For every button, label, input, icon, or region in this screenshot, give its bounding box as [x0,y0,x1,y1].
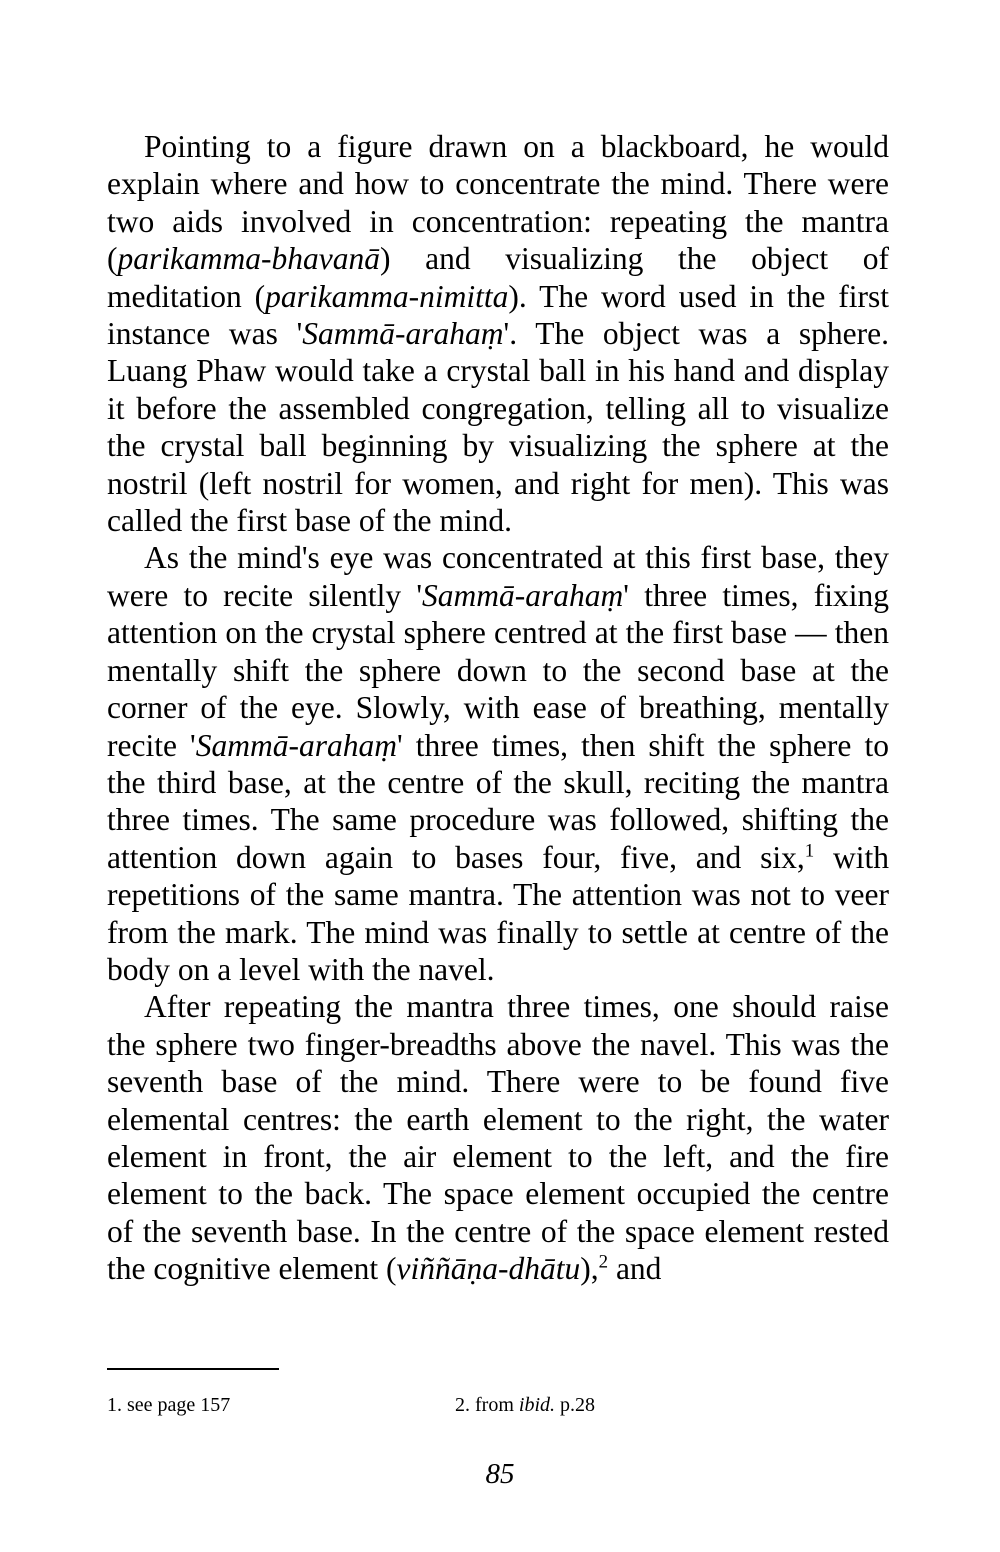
text-run: ), [580,1251,599,1287]
paragraph [107,539,889,988]
text-run: and [608,1251,662,1287]
text-run: ) and visualizing the object of meditation ( [107,241,889,314]
footnote-marker: 1 [804,840,815,862]
footnote-marker: 2 [598,1251,609,1273]
text-run: After repeating the mantra three times, one should raise the sphere two finger-breadths above the navel. This was the seventh base of the mind. There were to be found five elemental centres: the earth element to the right, the water element in front, the air element to the left, and the fire element to the back. The space element occupied the centre of the seventh base. In the centre of the space element rested the cognitive element ( [107,989,889,1287]
italic-term: Sammā-arahaṃ [422,577,624,613]
footnote-1 [107,1392,230,1418]
text-run: '. The object was a sphere. Luang Phaw would take a crystal ball in his hand and display it before the assembled congregation, telling all to visualize the crystal ball beginning by visualizing the sphere at the nostril (left nostril for women, and right for men). This was called the first base of the mind. [107,316,889,539]
footnote-rule [107,1368,279,1370]
italic-term: Sammā-arahaṃ [302,316,504,352]
paragraph [107,988,889,1287]
page-number: 85 [485,1458,515,1490]
text-run: ' three times, then shift the sphere to the third base, at the centre of the skull, reciting the mantra three times. The same procedure was followed, shifting the attention down again to bases four, five, and six, [107,727,889,875]
italic-term: viññāṇa-dhātu [396,1251,581,1287]
text-run: 1. see page 157 [107,1394,231,1416]
text-run: ). The word used in the first instance was ' [107,278,889,352]
text-run: Pointing to a figure drawn on a blackboard, he would explain where and how to concentrate the mind. There were two aids involved in concentration: repeating the mantra ( [107,129,889,277]
italic-term: ibid. [518,1394,556,1416]
italic-term: parikamma-bhavanā [117,241,380,277]
italic-term: parikamma-nimitta [265,278,509,314]
text-run: As the mind's eye was concentrated at this first base, they were to recite silently ' [107,540,889,613]
text-run: 2. from [455,1394,519,1416]
italic-term: Sammā-arahaṃ [195,727,397,763]
footnote-2 [455,1392,595,1418]
text-run: with repetitions of the same mantra. The attention was not to veer from the mark. The mind was finally to settle at centre of the body on a level with the navel. [107,839,889,987]
text-run: ' three times, fixing attention on the crystal sphere centred at the first base — then mentally shift the sphere down to the second base at the corner of the eye. Slowly, with ease of breathing, mentally recite ' [107,577,889,763]
paragraph [107,128,889,539]
text-run: p.28 [555,1394,596,1416]
body-text [107,128,889,1288]
